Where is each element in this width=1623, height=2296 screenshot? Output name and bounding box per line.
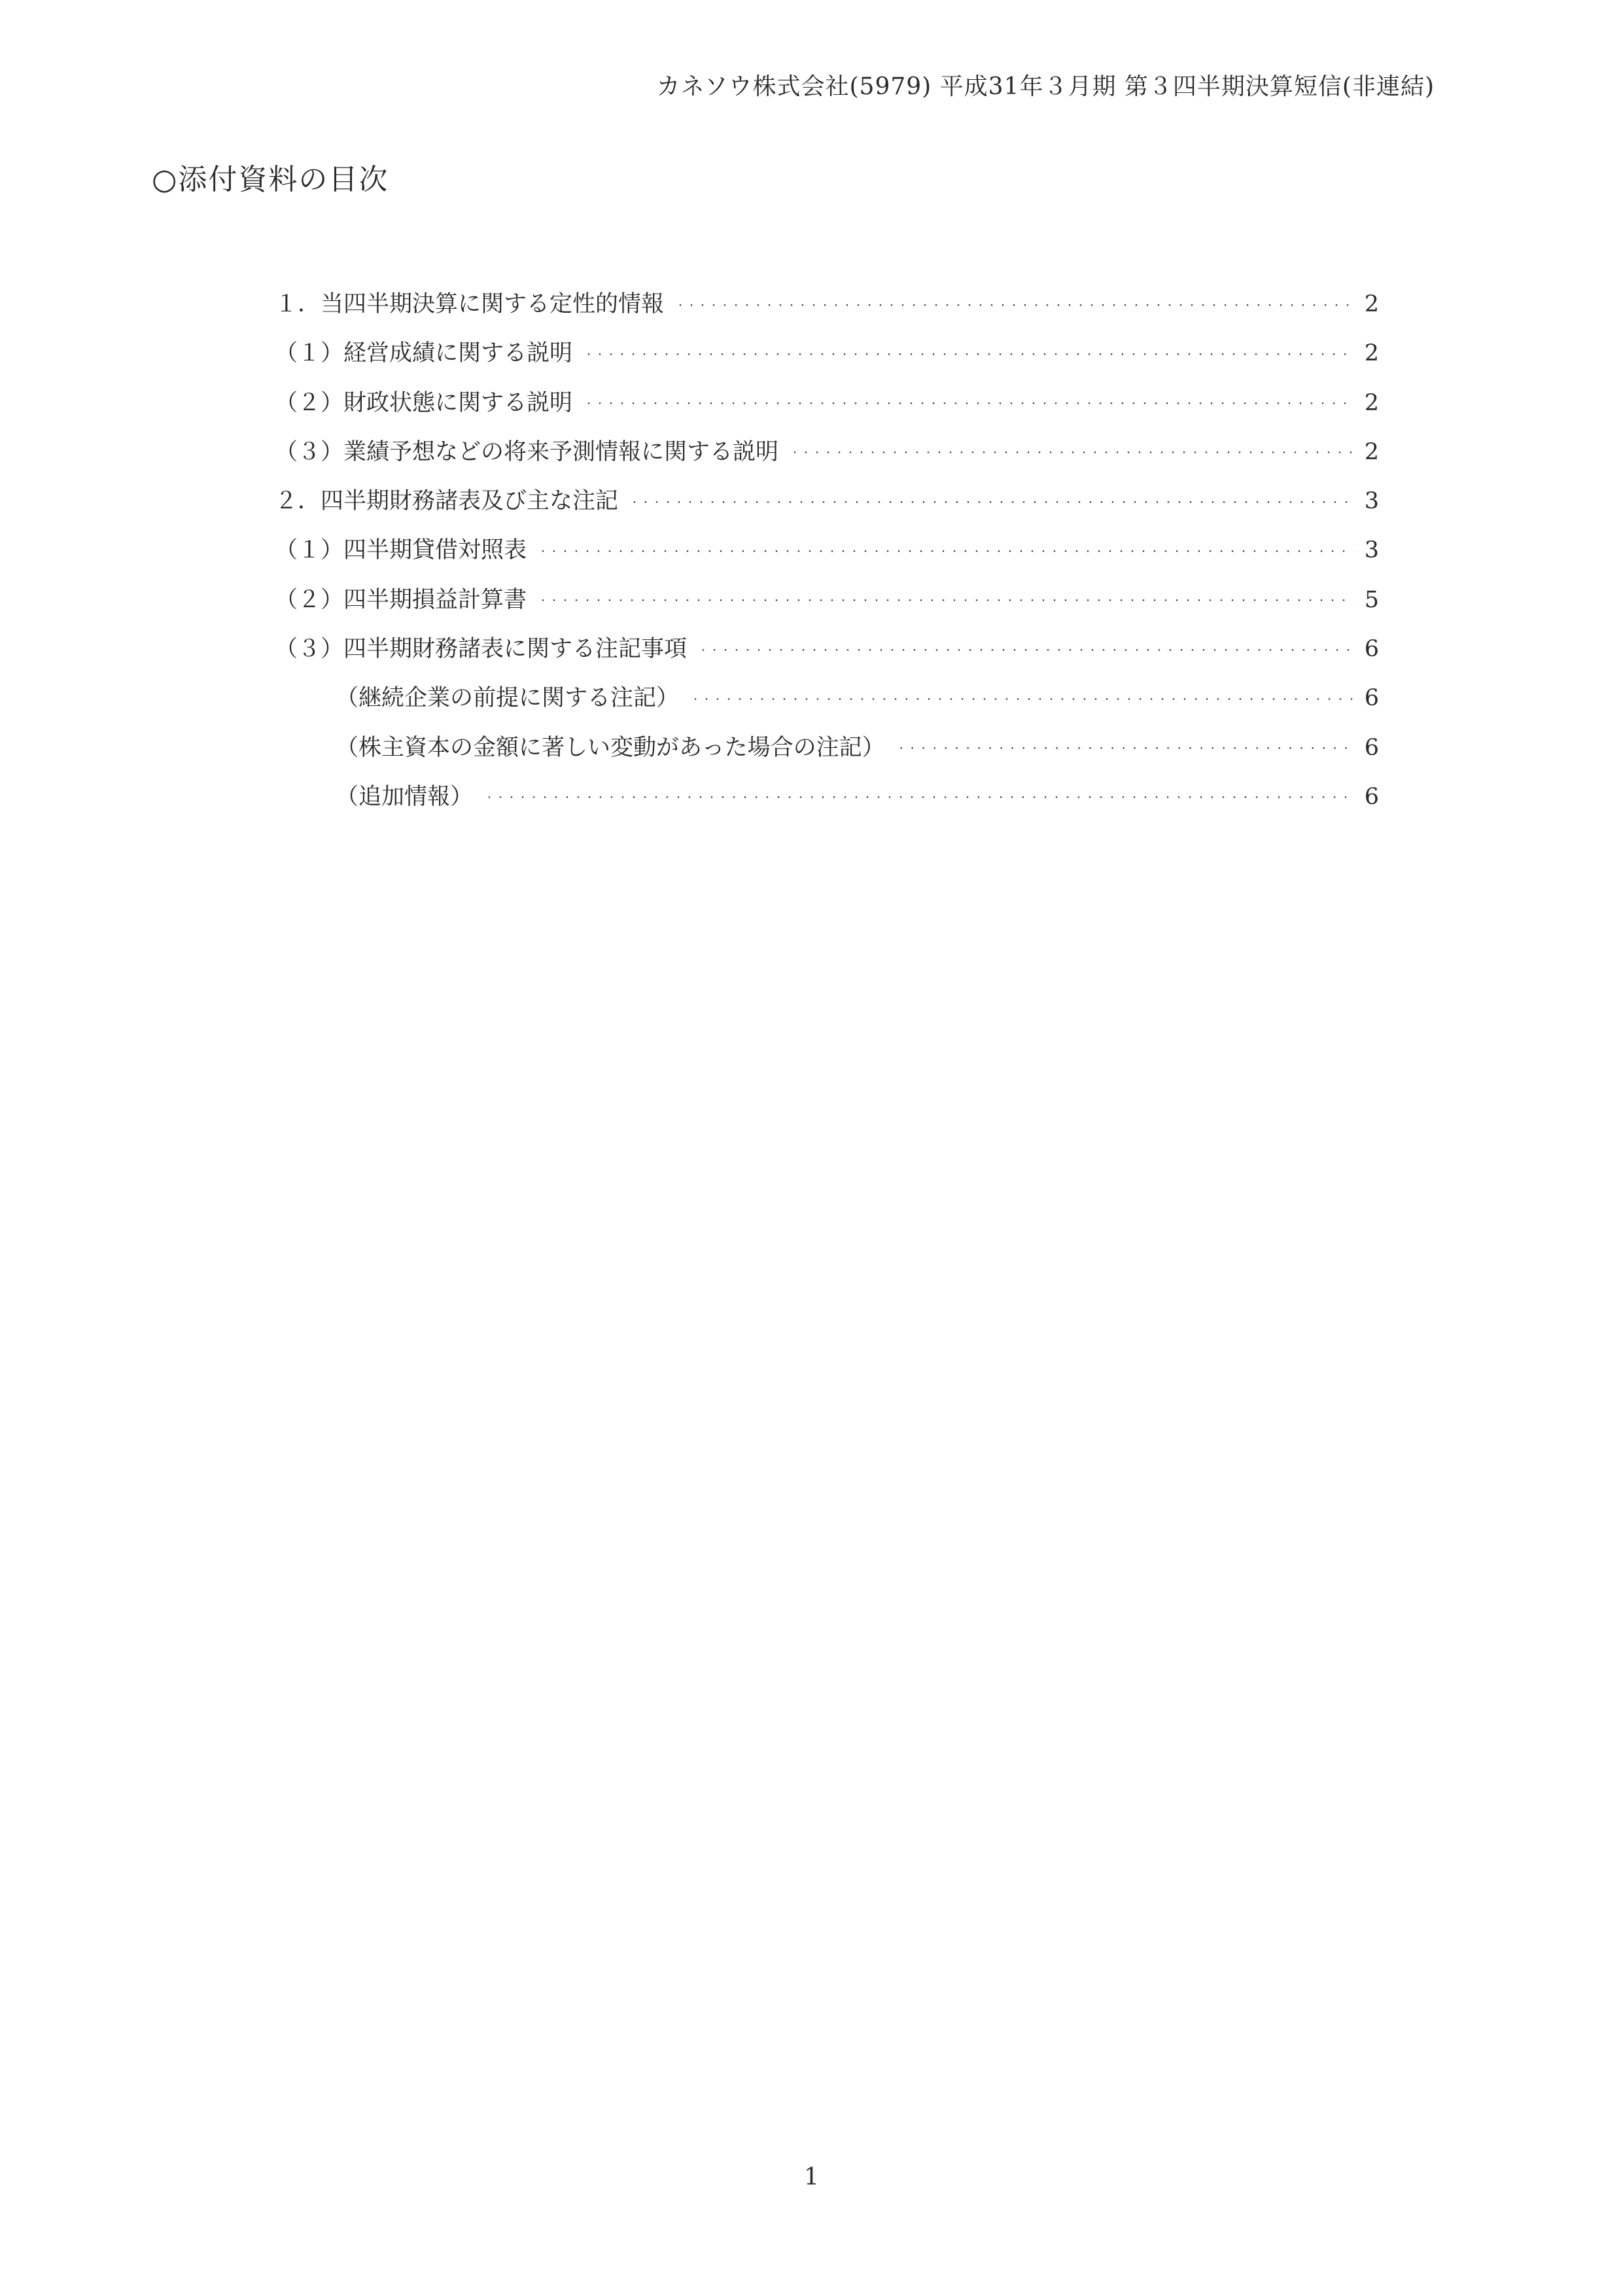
toc-item-label: ２．四半期財務諸表及び主な注記 bbox=[275, 488, 619, 515]
toc-item-label: （１）四半期貸借対照表 bbox=[275, 537, 527, 564]
toc-dot-leader bbox=[630, 488, 1354, 514]
toc-item-label: （２）財政状態に関する説明 bbox=[275, 389, 573, 416]
toc-item[interactable] bbox=[275, 631, 1379, 680]
toc-item-page: 6 bbox=[1364, 685, 1379, 712]
toc-item-page: 2 bbox=[1364, 291, 1379, 317]
toc-subitem[interactable] bbox=[275, 680, 1379, 729]
toc-dot-leader bbox=[538, 537, 1354, 563]
toc-item-label: （株主資本の金額に著しい変動があった場合の注記） bbox=[336, 734, 885, 761]
toc-item-label: （継続企業の前提に関する注記） bbox=[336, 685, 680, 712]
toc-item-label: （３）四半期財務諸表に関する注記事項 bbox=[275, 636, 688, 663]
document-header: カネソウ株式会社(5979) 平成31年３月期 第３四半期決算短信(非連結) bbox=[656, 73, 1435, 100]
page-number: 1 bbox=[804, 2164, 819, 2191]
section-title: ○添付資料の目次 bbox=[152, 163, 389, 196]
table-of-contents bbox=[275, 286, 1379, 828]
toc-item[interactable] bbox=[275, 582, 1379, 631]
toc-item-label: （３）業績予想などの将来予測情報に関する説明 bbox=[275, 438, 779, 465]
toc-dot-leader bbox=[538, 587, 1354, 613]
toc-item-page: 6 bbox=[1364, 783, 1379, 810]
toc-dot-leader bbox=[676, 291, 1354, 317]
toc-item-page: 5 bbox=[1364, 586, 1379, 613]
toc-item-label: （追加情報） bbox=[336, 783, 474, 810]
toc-item-page: 2 bbox=[1364, 340, 1379, 367]
toc-item[interactable] bbox=[275, 286, 1379, 335]
toc-item-page: 3 bbox=[1364, 488, 1379, 515]
toc-item-page: 3 bbox=[1364, 537, 1379, 564]
toc-dot-leader bbox=[584, 340, 1354, 366]
toc-item[interactable] bbox=[275, 434, 1379, 483]
toc-item[interactable] bbox=[275, 532, 1379, 581]
toc-subitem[interactable] bbox=[275, 730, 1379, 779]
toc-item-page: 6 bbox=[1364, 734, 1379, 761]
toc-item-page: 6 bbox=[1364, 636, 1379, 663]
toc-item-label: （２）四半期損益計算書 bbox=[275, 586, 527, 613]
toc-item-label: １．当四半期決算に関する定性的情報 bbox=[275, 291, 665, 317]
toc-subitem[interactable] bbox=[275, 779, 1379, 828]
toc-item-page: 2 bbox=[1364, 438, 1379, 465]
toc-dot-leader bbox=[584, 390, 1354, 416]
toc-dot-leader bbox=[485, 784, 1354, 810]
toc-item[interactable] bbox=[275, 335, 1379, 384]
toc-dot-leader bbox=[790, 439, 1354, 465]
toc-dot-leader bbox=[897, 735, 1354, 761]
toc-item-label: （１）経営成績に関する説明 bbox=[275, 340, 573, 367]
toc-item[interactable] bbox=[275, 483, 1379, 532]
toc-dot-leader bbox=[699, 636, 1354, 662]
toc-item[interactable] bbox=[275, 385, 1379, 434]
toc-dot-leader bbox=[691, 685, 1354, 711]
toc-item-page: 2 bbox=[1364, 389, 1379, 416]
